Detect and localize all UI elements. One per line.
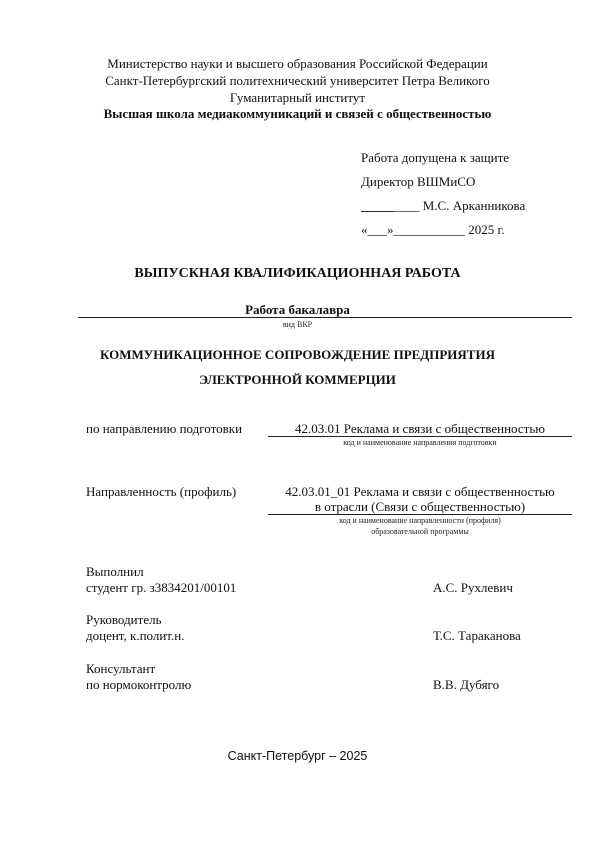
supervisor-label-1: Руководитель (86, 612, 162, 627)
consultant-label-2: по нормоконтролю (86, 677, 192, 692)
direction-label: по направлению подготовки (86, 421, 243, 436)
work-title: ВЫПУСКНАЯ КВАЛИФИКАЦИОННАЯ РАБОТА (134, 266, 461, 281)
profile-underline (268, 514, 572, 515)
profile-caption-line-2: образовательной программы (371, 527, 469, 536)
work-type-caption: вид ВКР (282, 320, 313, 329)
approval-date-line: «___»___________ 2025 г. (361, 222, 505, 237)
author-label-1: Выполнил (86, 564, 144, 579)
school-line: Высшая школа медиакоммуникаций и связей с общественностью (103, 106, 492, 121)
topic-line-1: КОММУНИКАЦИОННОЕ СОПРОВОЖДЕНИЕ ПРЕДПРИЯТИЯ (100, 347, 495, 362)
work-type-underline (78, 317, 572, 318)
director-name: М.С. Арканникова (422, 198, 526, 213)
profile-value-line-1: 42.03.01_01 Реклама и связи с общественностью (285, 484, 555, 499)
institute-line: Гуманитарный институт (229, 90, 366, 105)
profile-value-line-2: в отрасли (Связи с общественностью) (314, 499, 526, 514)
director-title: Директор ВШМиСО (361, 174, 476, 189)
university-line: Санкт-Петербургский политехнический университет Петра Великого (105, 73, 490, 88)
author-label-2: студент гр. з3834201/00101 (86, 580, 237, 595)
consultant-label-1: Консультант (86, 661, 156, 676)
author-name: А.С. Рухлевич (433, 580, 513, 595)
signature-line-bold: _____ (361, 198, 394, 213)
director-signature-row (361, 198, 525, 214)
consultant-name: В.В. Дубяго (433, 677, 500, 692)
direction-value: 42.03.01 Реклама и связи с общественностью (295, 421, 545, 436)
ministry-line: Министерство науки и высшего образования Российской Федерации (107, 56, 488, 71)
topic-line-2: ЭЛЕКТРОННОЙ КОММЕРЦИИ (199, 372, 396, 387)
city-year: Санкт-Петербург – 2025 (227, 749, 368, 763)
work-type: Работа бакалавра (245, 302, 350, 317)
direction-caption: код и наименование направления подготовки (343, 438, 497, 447)
signature-line: ____ (393, 198, 420, 213)
profile-caption-line-1: код и наименование направленности (профиля) (339, 516, 501, 525)
direction-underline (268, 436, 572, 437)
profile-label: Направленность (профиль) (86, 484, 237, 499)
admitted-text: Работа допущена к защите (361, 150, 510, 165)
supervisor-label-2: доцент, к.полит.н. (86, 628, 185, 643)
supervisor-name: Т.С. Тараканова (433, 628, 521, 643)
